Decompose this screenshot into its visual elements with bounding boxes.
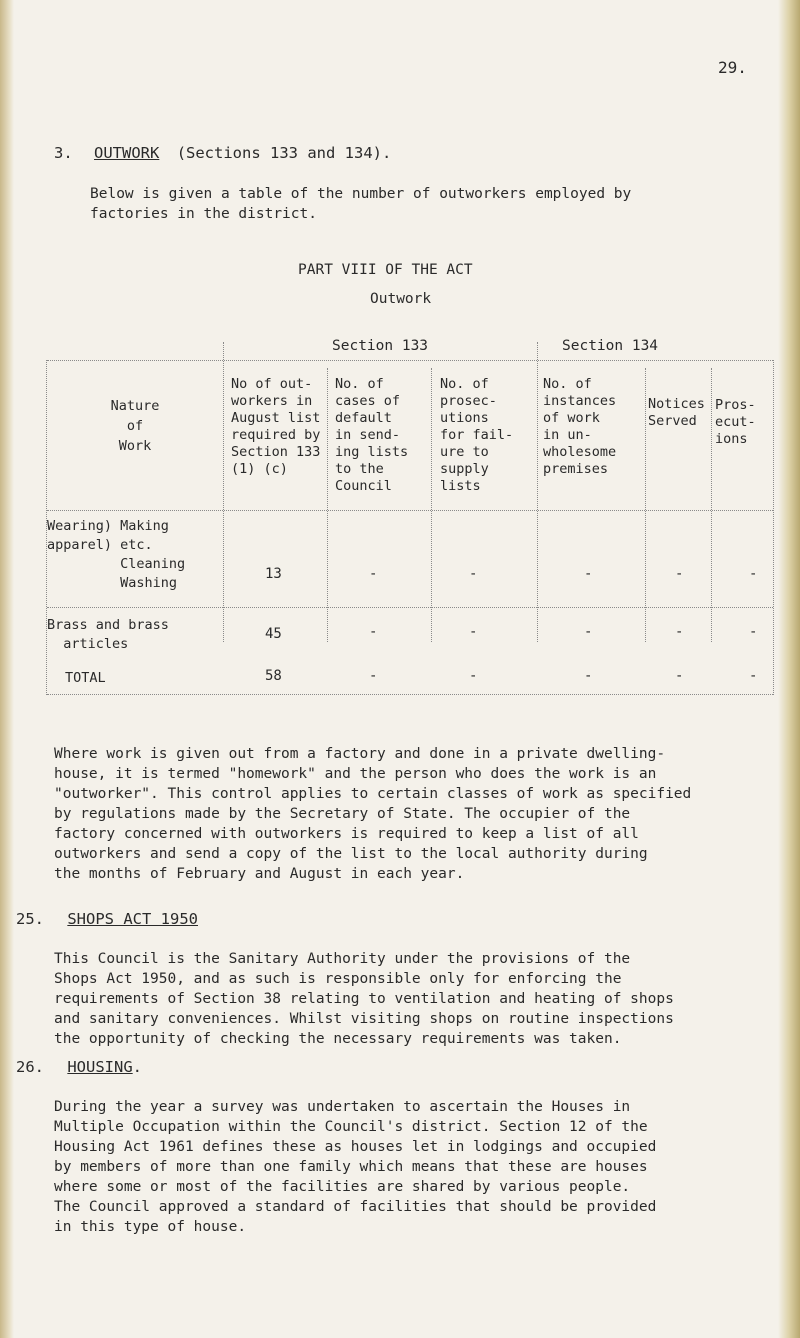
outwork-paragraph: Where work is given out from a factory and done in a private dwelling- house, it is termed "homework" and the person who does the work is an "outworker". This control applies to certain classes of work as specified by regulations made by the Secretary of State. The occupier of the factory concerned with outworkers is required to keep a list of all outworkers and send a copy of the list to the local authority during the months of February and August in each year.	[54, 746, 692, 882]
header-prosecutions-lists: No. of prosec- utions for fail- ure to supply lists	[440, 376, 514, 494]
section-26-number: 26.	[16, 1058, 44, 1076]
header-notices-served: Notices Served	[648, 396, 705, 429]
table-col-divider-1	[223, 342, 224, 642]
page-edge-left	[0, 0, 14, 1338]
row-wearing-apparel-count: 13	[265, 566, 282, 582]
section-3-heading	[54, 144, 391, 163]
section-3-number: 3.	[54, 144, 73, 162]
table-col-divider-2	[327, 368, 328, 642]
row-wearing-apparel-col4: -	[584, 566, 593, 582]
section-26-title-suffix: .	[132, 1058, 143, 1076]
outwork-table	[46, 360, 774, 695]
row-total-col4: -	[584, 668, 593, 684]
row-total-col5: -	[675, 668, 684, 684]
table-col-divider-4	[537, 342, 538, 642]
row-total-label: TOTAL	[65, 670, 106, 686]
row-total-count: 58	[265, 668, 282, 684]
row-brass-col4: -	[584, 624, 593, 640]
row-wearing-apparel-col6: -	[749, 566, 758, 582]
row-brass-col3: -	[469, 624, 478, 640]
section-3-title-suffix: (Sections 133 and 134).	[176, 144, 392, 162]
header-nature-of-work: Nature of Work	[110, 398, 160, 454]
row-total-col2: -	[369, 668, 378, 684]
row-brass-col6: -	[749, 624, 758, 640]
table-rule-header	[47, 510, 773, 511]
section-25-number: 25.	[16, 910, 44, 928]
page-edge-right	[778, 0, 800, 1338]
table-col-divider-3	[431, 368, 432, 642]
outwork-subheading: Outwork	[370, 291, 432, 307]
row-wearing-apparel-col5: -	[675, 566, 684, 582]
section-25-heading	[16, 910, 198, 929]
table-col-divider-5	[645, 368, 646, 642]
group-header-section-133: Section 133	[332, 338, 429, 354]
section-26-title: HOUSING	[67, 1058, 133, 1076]
header-unwholesome-premises: No. of instances of work in un- wholesome premises	[543, 376, 617, 477]
table-rule-row1	[47, 607, 773, 608]
part-heading: PART VIII OF THE ACT	[298, 262, 473, 278]
row-wearing-apparel-nature: Wearing) Making apparel) etc. Cleaning Washing	[47, 518, 186, 591]
table-col-divider-6	[711, 368, 712, 642]
row-brass-nature: Brass and brass articles	[47, 617, 169, 652]
header-cases-of-default: No. of cases of default in send- ing lists to the Council	[335, 376, 409, 494]
section-3-title: OUTWORK	[94, 144, 160, 162]
page-number: 29.	[718, 58, 747, 77]
header-prosecutions: Pros- ecut- ions	[715, 397, 756, 447]
row-total-col6: -	[749, 668, 758, 684]
table-rule-bottom	[47, 694, 773, 695]
row-brass-col5: -	[675, 624, 684, 640]
header-outworkers-in-list: No of out- workers in August list required by Section 133 (1) (c)	[231, 376, 321, 477]
row-wearing-apparel-col3: -	[469, 566, 478, 582]
section-3-intro: Below is given a table of the number of outworkers employed by factories in the district.	[90, 186, 632, 222]
table-rule-top	[47, 360, 773, 361]
section-26-body: During the year a survey was undertaken to ascertain the Houses in Multiple Occupation within the Council's district. Section 12 of the Housing Act 1961 defines these as houses let in lodgings and occupied by members of more than one family which means that these are houses where some or most of the facilities are shared by various people. The Council approved a standard of facilities that should be provided in this type of house.	[54, 1099, 657, 1235]
group-header-section-134: Section 134	[562, 338, 659, 354]
section-26-heading	[16, 1058, 142, 1077]
section-25-body: This Council is the Sanitary Authority under the provisions of the Shops Act 1950, and as such is responsible only for enforcing the requirements of Section 38 relating to ventilation and heating of shops and sanitary conveniences. Whilst visiting shops on routine inspections the opportunity of checking the necessary requirements was taken.	[54, 951, 674, 1047]
row-total-col3: -	[469, 668, 478, 684]
row-brass-count: 45	[265, 626, 282, 642]
section-25-title: SHOPS ACT 1950	[67, 910, 198, 928]
row-brass-col2: -	[369, 624, 378, 640]
row-wearing-apparel-col2: -	[369, 566, 378, 582]
